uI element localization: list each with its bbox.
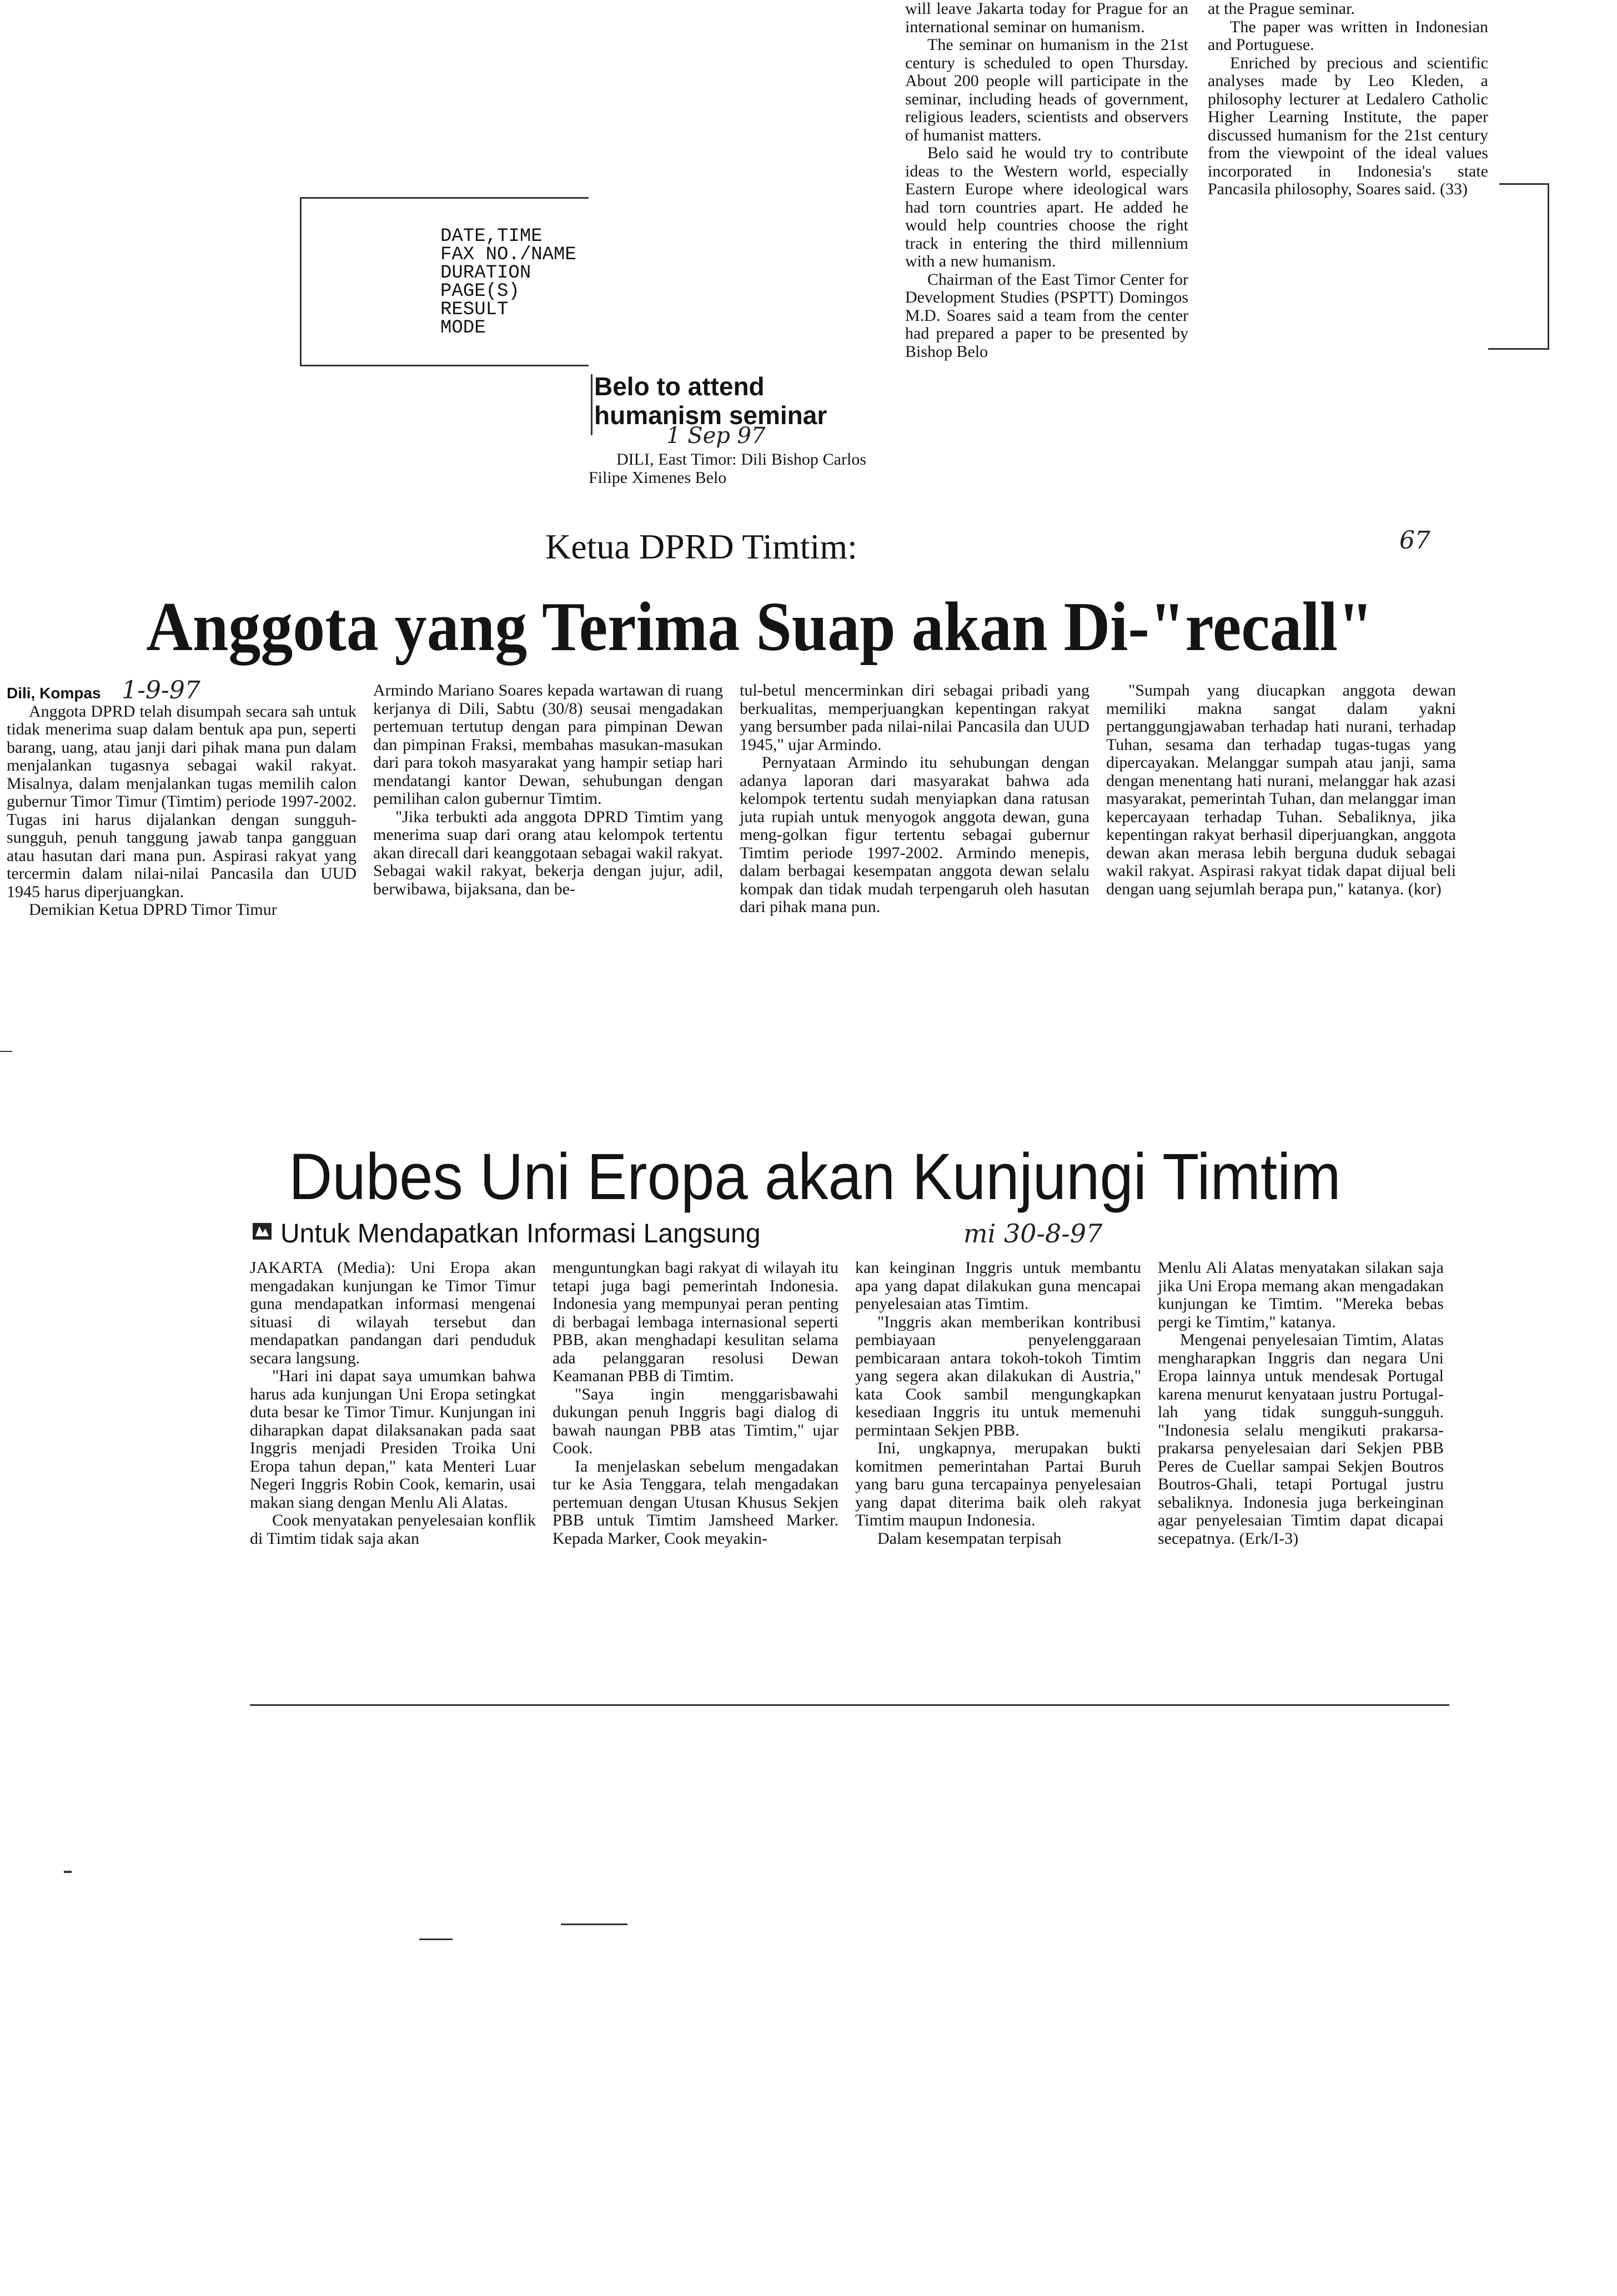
fax-label-mode: MODE (440, 318, 486, 339)
belo-col2-para-2: The paper was written in Indonesian and Portuguese. (1208, 17, 1488, 54)
media-handwritten-date: mi 30-8-97 (963, 1219, 1103, 1248)
media-col2-para-2: "Saya ingin menggarisbawahi dukungan penuh Inggris bagi dialog di bawah naungan PBB atas Timtim," ujar Cook. (553, 1384, 838, 1457)
scan-speck-2 (561, 1924, 627, 1925)
media-col3-para-1: kan keinginan Inggris untuk membantu apa yang dapat dilakukan guna mencapai penyelesaian atas Timtim. (855, 1258, 1141, 1313)
belo-headline-line-1: Belo to attend (594, 372, 765, 401)
kompas-col1-para-1: Anggota DPRD telah disumpah secara sah untuk tidak menerima suap dalam bentuk apa pun, seperti barang, uang, atau janji dari pihak mana pun dalam menjalankan tugasnya sebagai wakil rakyat. Misalnya, dalam menjalankan tugas memilih calon gubernur Timor Timur (Timtim) periode 1997-2002. Tugas ini harus dijalankan dengan sungguh-sungguh, penuh tanggung jawab tanpa gangguan atau hasutan dari mana pun. Aspirasi rakyat yang tercermin dalam nilai-nilai Pancasila dan UUD 1945 harus diperjuangkan. (7, 702, 356, 901)
fax-label-result: RESULT (440, 299, 509, 320)
kompas-body (7, 676, 1456, 919)
belo-col1-para-2: The seminar on humanism in the 21st century is scheduled to open Thursday. About 200 people will participate in the seminar, including heads of government, religious leaders, scientists and observers of humanist matters. (905, 36, 1188, 144)
fax-label-duration: DURATION (440, 263, 531, 284)
media-col1-para-3: Cook menyatakan penyelesaian konflik di Timtim tidak saja akan (250, 1511, 536, 1548)
belo-handwritten-date: 1 Sep 97 (666, 423, 766, 449)
kompas-col2-para-1: Armindo Mariano Soares kepada wartawan di ruang kerjanya di Dili, Sabtu (30/8) seusai mengadakan pertemuan tertutup dengan para pimpinan Dewan dan pimpinan Fraksi, membahas masukan-masukan dari para tokoh masyarakat yang hampir setiap hari mendatangi kantor Dewan, sehubungan dengan pemilihan calon gubernur Timtim. (373, 681, 723, 808)
kompas-dateline: Dili, Kompas (7, 684, 101, 702)
belo-headline-rule (591, 374, 592, 435)
kompas-col1-para-2: Demikian Ketua DPRD Timor Timur (29, 900, 277, 919)
belo-clipping (589, 0, 1488, 500)
media-col2-para-3: Ia menjelaskan sebelum mengadakan tur ke Asia Tenggara, telah mengadakan pertemuan dengan Utusan Khusus Sekjen PBB untuk Timtim Jamsheed Marker. Kepada Marker, Cook meyakin- (553, 1457, 838, 1548)
media-col4-para-2: Mengenai penyelesaian Timtim, Alatas mengharapkan Inggris dan negara Uni Eropa lainnya untuk mendesak Portugal karena menurut kenyataan justru Portugal-lah yang tidak sungguh-sungguh. "Indonesia selalu mengikuti prakarsa-prakarsa penyelesaian dari Sekjen PBB Peres de Cuellar sampai Sekjen Boutros Boutros-Ghali, tetapi Portugal justru sebaliknya. Indonesia juga berkeinginan agar penyelesaian Timtim dapat dicapai secepatnya. (Erk/I-3) (1158, 1331, 1444, 1548)
belo-headline (594, 372, 883, 430)
page-mark: 67 (1399, 526, 1430, 555)
kompas-headline: Anggota yang Terima Suap akan Di-"recall" (146, 588, 1374, 666)
fax-frame-right-side (1548, 183, 1549, 350)
media-col3-para-2: "Inggris akan memberikan kontribusi pembiayaan penyelenggaraan pembicaraan antara tokoh-tokoh Timtim yang segera akan dilakukan di Austria," kata Cook sambil mengungkapkan kesediaan Inggris itu untuk memenuhi permintaan Sekjen PBB. (855, 1312, 1141, 1439)
media-body (250, 1259, 1444, 1548)
scan-speck-3 (419, 1938, 453, 1940)
belo-lead (589, 451, 866, 487)
belo-col2-para-3: Enriched by precious and scientific analyses made by Leo Kleden, a philosophy lecturer at Ledalero Catholic Higher Learning Institute, the paper discussed humanism for the 21st century from the viewpoint of the ideal values incorporated in Indonesia's state Pancasila philosophy, Soares said. (33) (1208, 53, 1488, 198)
belo-column-1 (905, 0, 1188, 361)
media-col4-para-1: Menlu Ali Alatas menyatakan silakan saja jika Uni Eropa memang akan mengadakan kunjungan ke Timtim. "Mereka bebas pergi ke Timtim," katanya. (1158, 1258, 1444, 1331)
media-column-3 (855, 1259, 1141, 1548)
kompas-kicker: Ketua DPRD Timtim: (545, 527, 857, 566)
media-column-4 (1158, 1259, 1444, 1548)
media-headline: Dubes Uni Eropa akan Kunjungi Timtim (289, 1140, 1341, 1214)
media-col2-para-1: menguntungkan bagi rakyat di wilayah itu tetapi juga bagi pemerintah Indonesia. Indonesia yang mempunyai peran penting di berbagai lembaga internasional seperti PBB, akan menghadapi kesulitan selama ada pelanggaran resolusi Dewan Keamanan PBB di Timtim. (553, 1258, 838, 1385)
media-column-1 (250, 1259, 536, 1548)
belo-col2-para-1: at the Prague seminar. (1208, 0, 1355, 18)
fax-label-date-time: DATE,TIME (440, 226, 543, 247)
subhead-marker-icon (253, 1223, 272, 1240)
kompas-column-1 (7, 676, 356, 919)
fax-label-list (440, 228, 576, 338)
kompas-col3-para-2: Pernyataan Armindo itu sehubungan dengan adanya laporan dari masyarakat bahwa ada kelompok tertentu sudah menyiapkan dana ratusan juta rupiah untuk menyogok anggota dewan, guna meng-golkan figur tertentu sebagai gubernur Timtim periode 1997-2002. Armindo menepis, dalam berbagai kesempatan anggota dewan selalu kompak dan tidak mudah terpengaruh oleh hasutan dari pihak mana pun. (740, 753, 1089, 916)
scan-speck-1 (64, 1871, 72, 1873)
kompas-column-3 (740, 682, 1089, 919)
media-subhead-row (253, 1219, 1474, 1257)
kompas-handwritten-date: 1-9-97 (122, 676, 200, 704)
belo-col1-para-1: will leave Jakarta today for Prague for an international seminar on humanism. (905, 0, 1188, 36)
kompas-col3-para-1: tul-betul mencerminkan diri sebagai pribadi yang berkualitas, memperjuangkan kepentingan rakyat yang bersumber pada nilai-nilai Pancasila dan UUD 1945," ujar Armindo. (740, 681, 1089, 754)
margin-tick (0, 1051, 12, 1052)
belo-col1-para-4: Chairman of the East Timor Center for Development Studies (PSPTT) Domingos M.D. Soares said a team from the center had prepared a paper to be presented by Bishop Belo (905, 270, 1188, 361)
fax-label-fax-no: FAX NO./NAME (440, 244, 576, 265)
media-column-2 (553, 1259, 838, 1548)
media-col3-para-3: Ini, ungkapnya, merupakan bukti komitmen pemerintahan Partai Buruh yang baru guna tercapainya penyelesaian yang dapat diterima baik oleh rakyat Timtim maupun Indonesia. (855, 1439, 1141, 1529)
kompas-column-2 (373, 682, 723, 919)
fax-frame-right-top (1499, 183, 1549, 185)
media-col3-para-4: Dalam kesempatan terpisah (877, 1529, 1062, 1548)
kompas-col2-para-2: "Jika terbukti ada anggota DPRD Timtim yang menerima suap dari orang atau kelompok tertentu akan direcall dari keanggotaan sebagai wakil rakyat. Sebagai wakil rakyat, bekerja dengan jujur, adil, berwibawa, bijaksana, dan be- (373, 807, 723, 898)
belo-lead-text: DILI, East Timor: Dili Bishop Carlos Filipe Ximenes Belo (589, 450, 866, 487)
belo-col1-para-3: Belo said he would try to contribute ideas to the Western world, especially Eastern Europe where ideological wars had torn countries apart. He added he would help countries choose the right track in entering the third millennium with a new humanism. (905, 144, 1188, 270)
kompas-dateline-line (7, 676, 356, 704)
media-col1-para-1: JAKARTA (Media): Uni Eropa akan mengadakan kunjungan ke Timor Timur guna mendapatkan informasi mengenai situasi di wilayah tersebut dan mendapatkan pandangan dari penduduk secara langsung. (250, 1258, 536, 1367)
fax-label-pages: PAGE(S) (440, 281, 520, 302)
belo-headline-line-2: humanism seminar (594, 401, 827, 430)
media-subhead: Untuk Mendapatkan Informasi Langsung (280, 1219, 761, 1248)
kompas-col4-para-1: "Sumpah yang diucapkan anggota dewan memiliki makna sangat dalam yakni pertanggungjawaban terhadap hati nurani, terhadap Tuhan, sesama dan terhadap tugas-tugas yang dipercayakan. Melanggar sumpah atau janji, sama dengan menentang hati nurani, melanggar hak azasi masyarakat, pemerintah Tuhan, dan melanggar iman kepercayaan terhadap Tuhan. Sebaliknya, jika kepentingan rakyat berhasil diperjuangkan, anggota dewan akan merasa lebih berguna duduk sebagai wakil rakyat. Aspirasi rakyat tidak dapat dijual beli dengan uang sejumlah berapa pun," katanya. (kor) (1106, 681, 1456, 898)
kompas-column-4 (1106, 682, 1456, 919)
media-col1-para-2: "Hari ini dapat saya umumkan bahwa harus ada kunjungan Uni Eropa setingkat duta besar ke Timor Timur. Kunjungan ini diharapkan dapat dilaksanakan pada saat Inggris menjadi Presiden Troika Uni Eropa tahun depan," kata Menteri Luar Negeri Inggris Robin Cook, kemarin, usai makan siang dengan Menlu Ali Alatas. (250, 1367, 536, 1512)
belo-column-2 (1208, 0, 1488, 199)
media-bottom-rule (250, 1704, 1449, 1706)
